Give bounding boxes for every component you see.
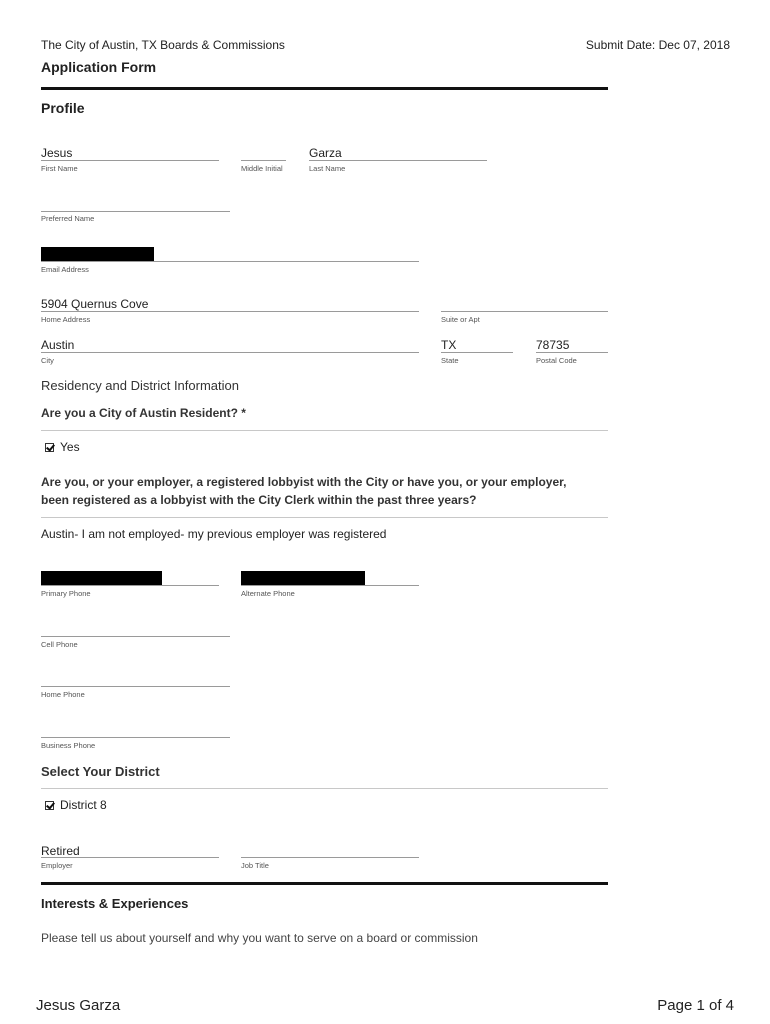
state-line xyxy=(441,352,513,353)
primary-phone-redaction xyxy=(41,571,162,585)
state-label: State xyxy=(441,356,459,365)
home-phone-label: Home Phone xyxy=(41,690,85,699)
district-8-label: District 8 xyxy=(60,798,107,812)
preferred-name-label: Preferred Name xyxy=(41,214,95,223)
organization-name: The City of Austin, TX Boards & Commissions xyxy=(41,38,285,52)
postal-code-label: Postal Code xyxy=(536,356,577,365)
employer-label: Employer xyxy=(41,861,73,870)
home-address-value: 5904 Quernus Cove xyxy=(41,297,149,311)
postal-code-line xyxy=(536,352,608,353)
residency-heading: Residency and District Information xyxy=(41,378,239,393)
district-divider xyxy=(41,788,608,789)
form-title: Application Form xyxy=(41,59,157,75)
home-address-label: Home Address xyxy=(41,315,91,324)
interests-prompt: Please tell us about yourself and why you want to serve on a board or commission xyxy=(41,931,478,945)
suite-line xyxy=(441,311,608,312)
last-name-value: Garza xyxy=(309,146,342,160)
state-value: TX xyxy=(441,338,457,352)
business-phone-label: Business Phone xyxy=(41,741,96,750)
submit-date: Submit Date: Dec 07, 2018 xyxy=(585,38,730,52)
postal-code-value: 78735 xyxy=(536,338,570,352)
footer-page-number: Page 1 of 4 xyxy=(657,997,734,1014)
first-name-line xyxy=(41,160,219,161)
cell-phone-label: Cell Phone xyxy=(41,640,78,649)
primary-phone-label: Primary Phone xyxy=(41,589,91,598)
lobbyist-question-line2: been registered as a lobbyist with the City Clerk within the past three years? xyxy=(41,493,477,507)
first-name-label: First Name xyxy=(41,164,78,173)
profile-section-title: Profile xyxy=(41,100,85,116)
email-label: Email Address xyxy=(41,265,89,274)
alternate-phone-label: Alternate Phone xyxy=(241,589,295,598)
employer-value: Retired xyxy=(41,844,80,858)
resident-question: Are you a City of Austin Resident? * xyxy=(41,406,246,420)
interests-divider xyxy=(41,882,608,885)
header-divider xyxy=(41,87,608,90)
resident-divider xyxy=(41,430,608,431)
job-title-line xyxy=(241,857,419,858)
home-phone-line xyxy=(41,686,230,687)
primary-phone-line xyxy=(41,585,219,586)
alternate-phone-line xyxy=(241,585,419,586)
middle-initial-line xyxy=(241,160,286,161)
footer-name: Jesus Garza xyxy=(36,997,121,1014)
email-redaction xyxy=(41,247,154,261)
job-title-label: Job Title xyxy=(241,861,269,870)
first-name-value: Jesus xyxy=(41,146,73,160)
lobbyist-answer: Austin- I am not employed- my previous employer was registered xyxy=(41,527,387,541)
alternate-phone-redaction xyxy=(241,571,365,585)
resident-yes-checkbox[interactable] xyxy=(45,443,54,452)
last-name-line xyxy=(309,160,487,161)
middle-initial-label: Middle Initial xyxy=(241,164,283,173)
district-8-checkbox[interactable] xyxy=(45,801,54,810)
email-line xyxy=(41,261,419,262)
city-line xyxy=(41,352,419,353)
cell-phone-line xyxy=(41,636,230,637)
preferred-name-line xyxy=(41,211,230,212)
lobbyist-question-line1: Are you, or your employer, a registered lobbyist with the City or have you, or your employer, xyxy=(41,475,567,489)
district-heading: Select Your District xyxy=(41,764,160,779)
business-phone-line xyxy=(41,737,230,738)
resident-yes-label: Yes xyxy=(60,440,80,454)
lobbyist-divider xyxy=(41,517,608,518)
last-name-label: Last Name xyxy=(309,164,346,173)
suite-label: Suite or Apt xyxy=(441,315,480,324)
interests-section-title: Interests & Experiences xyxy=(41,896,189,911)
home-address-line xyxy=(41,311,419,312)
city-value: Austin xyxy=(41,338,75,352)
city-label: City xyxy=(41,356,54,365)
employer-line xyxy=(41,857,219,858)
